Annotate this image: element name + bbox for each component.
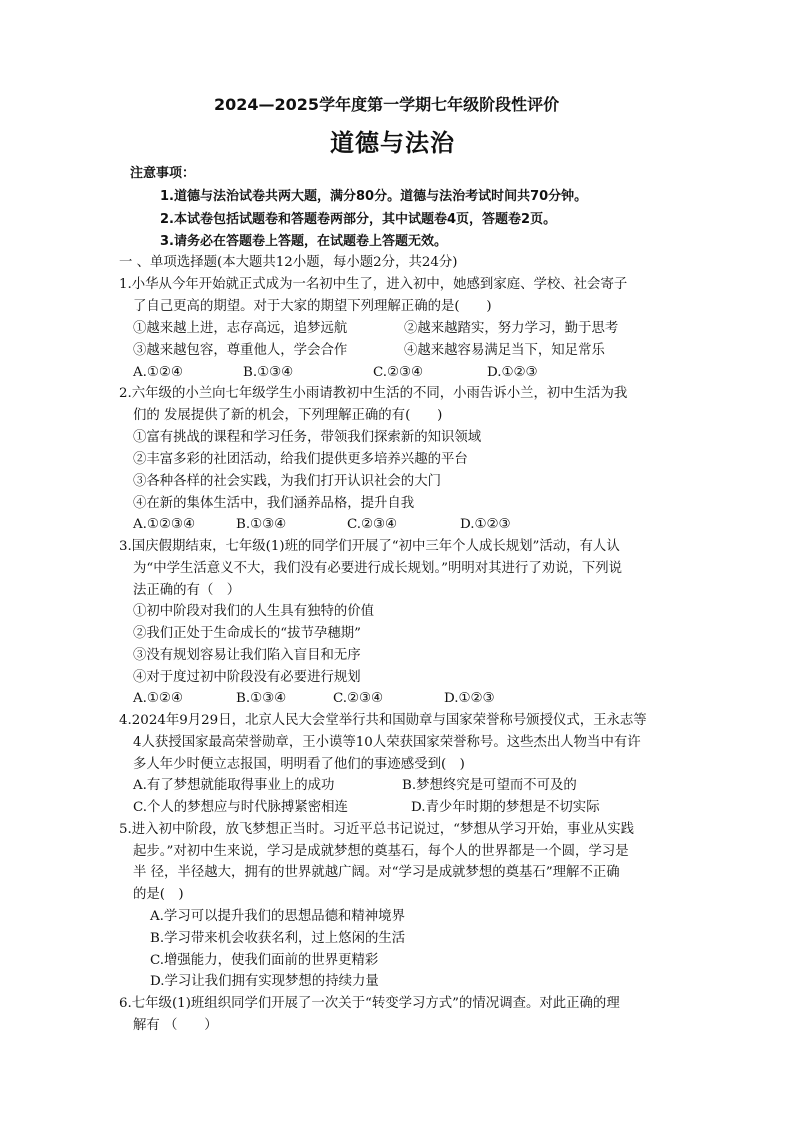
- section-heading: 一 、单项选择题(本大题共12小题，每小题2分，共24分): [119, 255, 458, 270]
- question-4-option: C.个人的梦想应与时代脉搏紧密相连: [133, 800, 348, 815]
- question-3-item: ④对于度过初中阶段没有必要进行规划: [133, 670, 361, 685]
- question-1-item: ②越来越踏实，努力学习，勤于思考: [404, 321, 619, 336]
- question-5-stem: 半 径，半径越大，拥有的世界就越广阔。对“学习是成就梦想的奠基石”理解不正确: [133, 865, 620, 880]
- question-2-item: ④在新的集体生活中，我们涵养品格，提升自我: [133, 496, 415, 511]
- question-5-stem: 的是( ): [133, 887, 184, 902]
- question-1-item: ①越来越上进，志存高远，追梦远航: [133, 321, 348, 336]
- question-1-option: B.①③④: [243, 365, 294, 380]
- question-2-stem: 们的 发展提供了新的机会，下列理解正确的有( ): [133, 408, 443, 423]
- question-2-option: D.①②③: [460, 517, 511, 532]
- subject-title: 道德与法治: [330, 129, 455, 157]
- question-1-item: ④越来越容易满足当下，知足常乐: [404, 343, 605, 358]
- question-2-item: ③各种各样的社会实践，为我们打开认识社会的大门: [133, 474, 441, 489]
- question-3-option: B.①③④: [236, 691, 287, 706]
- question-4-stem: 4人获授国家最高荣誉勋章，王小谟等10人荣获国家荣誉称号。这些杰出人物当中有许: [133, 735, 641, 750]
- question-3-item: ①初中阶段对我们的人生具有独特的价值: [133, 604, 375, 619]
- question-1-item: ③越来越包容，尊重他人，学会合作: [133, 343, 348, 358]
- question-4-option: A.有了梦想就能取得事业上的成功: [133, 778, 335, 793]
- exam-title: 2024—2025学年度第一学期七年级阶段性评价: [214, 95, 560, 114]
- question-1-option: A.①②④: [133, 365, 183, 380]
- question-3-stem: 为“中学生活意义不大，我们没有必要进行成长规划。”明明对其进行了劝说，下列说: [133, 561, 623, 576]
- question-5-option: A.学习可以提升我们的思想品德和精神境界: [150, 909, 405, 924]
- question-1-option: D.①②③: [487, 365, 538, 380]
- question-6-stem: 解有 （ ）: [133, 1018, 218, 1033]
- notice-heading: 注意事项：: [130, 166, 196, 181]
- question-2-option: B.①③④: [236, 517, 287, 532]
- notice-item: 3.请务必在答题卷上答题，在试题卷上答题无效。: [160, 234, 447, 249]
- question-2-item: ②丰富多彩的社团活动，给我们提供更多培养兴趣的平台: [133, 452, 468, 467]
- question-4-stem: 4.2024年9月29日，北京人民大会堂举行共和国勋章与国家荣誉称号颁授仪式，王永志等: [119, 713, 647, 728]
- question-5-option: D.学习让我们拥有实现梦想的持续力量: [150, 974, 379, 989]
- question-2-item: ①富有挑战的课程和学习任务，带领我们探索新的知识领域: [133, 430, 482, 445]
- question-3-option: C.②③④: [333, 691, 384, 706]
- question-4-option: D.青少年时期的梦想是不切实际: [411, 800, 600, 815]
- question-3-item: ②我们正处于生命成长的“拔节孕穗期”: [133, 626, 361, 641]
- question-5-option: C.增强能力，使我们面前的世界更精彩: [150, 953, 379, 968]
- question-1-option: C.②③④: [373, 365, 424, 380]
- question-1-stem: 了自己更高的期望。对于大家的期望下列理解正确的是( ): [133, 299, 492, 314]
- notice-item: 1.道德与法治试卷共两大题，满分80分。道德与法治考试时间共70分钟。: [160, 189, 588, 204]
- question-3-option: D.①②③: [444, 691, 495, 706]
- question-2-option: A.①②③④: [133, 517, 195, 532]
- question-4-option: B.梦想终究是可望而不可及的: [402, 778, 577, 793]
- notice-item: 2.本试卷包括试题卷和答题卷两部分，其中试题卷4页，答题卷2页。: [160, 212, 557, 227]
- question-2-option: C.②③④: [347, 517, 398, 532]
- question-3-stem: 法正确的有（ ）: [133, 583, 241, 598]
- question-4-stem: 多人年少时便立志报国，明明看了他们的事迹感受到( ): [133, 757, 465, 772]
- question-3-item: ③没有规划容易让我们陷入盲目和无序: [133, 648, 361, 663]
- question-5-stem: 起步。”对初中生来说，学习是成就梦想的奠基石，每个人的世界都是一个圆，学习是: [133, 844, 629, 859]
- question-6-stem: 6.七年级(1)班组织同学们开展了一次关于“转变学习方式”的情况调查。对此正确的理: [119, 996, 620, 1011]
- question-5-stem: 5.进入初中阶段，放飞梦想正当时。习近平总书记说过，“梦想从学习开始，事业从实践: [119, 822, 635, 837]
- question-1-stem: 1.小华从今年开始就正式成为一名初中生了，进入初中，她感到家庭、学校、社会寄子: [119, 277, 628, 292]
- question-3-option: A.①②④: [133, 691, 183, 706]
- question-3-stem: 3.国庆假期结束，七年级(1)班的同学们开展了“初中三年个人成长规划”活动，有人认: [119, 539, 620, 554]
- question-5-option: B.学习带来机会收获名利，过上悠闲的生活: [150, 931, 406, 946]
- question-2-stem: 2.六年级的小兰向七年级学生小雨请教初中生活的不同，小雨告诉小兰，初中生活为我: [119, 386, 628, 401]
